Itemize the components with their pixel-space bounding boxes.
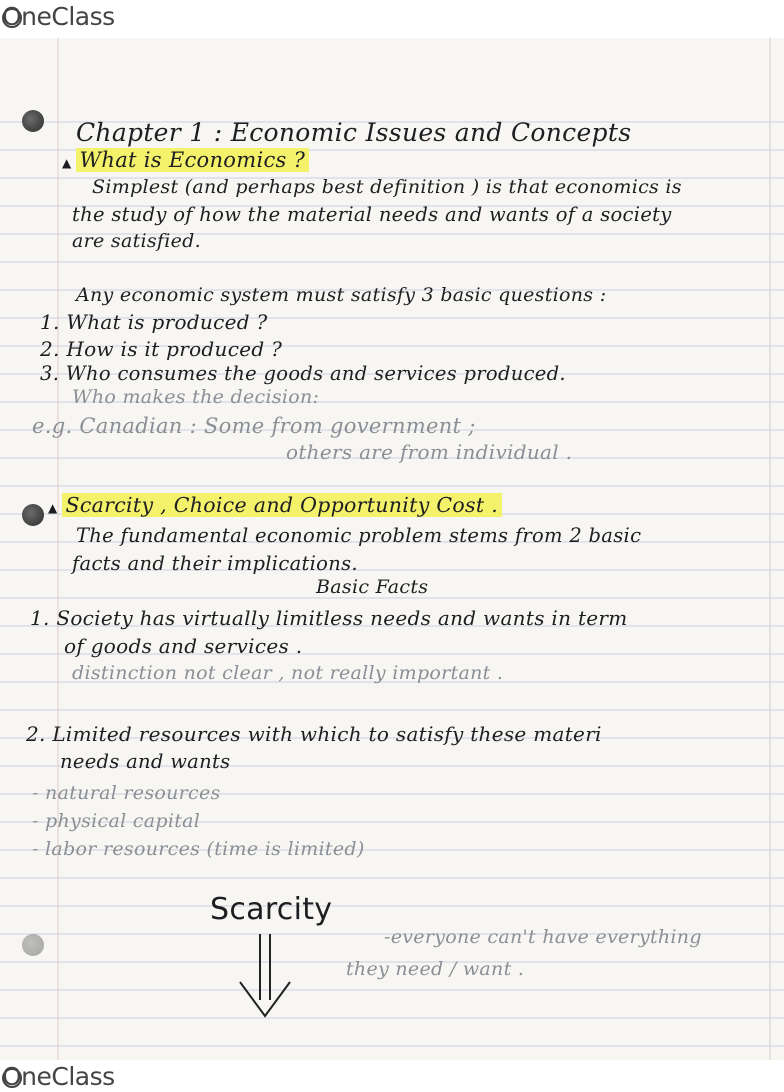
fundamental-line: facts and their implications.	[72, 552, 358, 575]
oneclass-logo-top	[2, 2, 115, 31]
example-line: e.g. Canadian : Some from government ;	[32, 414, 476, 438]
triangle-bullet-icon: ▲	[62, 156, 72, 170]
question-item: 3. Who consumes the goods and services produced.	[40, 362, 566, 385]
scarcity-label: Scarcity	[210, 892, 333, 927]
fact-line: needs and wants	[60, 750, 231, 773]
definition-line: Simplest (and perhaps best definition ) is that economics is	[92, 176, 682, 198]
fact-line: 2. Limited resources with which to satisfy these materi	[26, 722, 602, 746]
question-item: 2. How is it produced ?	[40, 337, 283, 361]
triangle-bullet-icon: ▲	[48, 501, 58, 515]
definition-line: the study of how the material needs and wants of a society	[72, 203, 672, 226]
questions-intro: Any economic system must satisfy 3 basic questions :	[76, 284, 607, 306]
section-heading-economics: ▲ What is Economics ?	[62, 148, 309, 172]
binder-hole	[22, 110, 44, 132]
scarcity-note: they need / want .	[346, 958, 525, 980]
resource-item: - natural resources	[32, 782, 221, 804]
brand-name: OneClass	[2, 2, 115, 31]
decision-note: Who makes the decision:	[72, 386, 320, 408]
fact-line: of goods and services .	[64, 634, 303, 658]
binder-hole	[22, 934, 44, 956]
resource-item: - physical capital	[32, 810, 201, 832]
section-heading-scarcity: ▲ Scarcity , Choice and Opportunity Cost .	[48, 493, 502, 517]
chapter-title: Chapter 1 : Economic Issues and Concepts	[76, 118, 632, 147]
fact-line: 1. Society has virtually limitless needs and wants in term	[30, 606, 628, 630]
fundamental-line: The fundamental economic problem stems from 2 basic	[76, 524, 642, 547]
example-line: others are from individual .	[286, 440, 573, 464]
scarcity-note: -everyone can't have everything	[384, 926, 702, 948]
basic-facts-label: Basic Facts	[316, 576, 429, 598]
oneclass-logo-bottom	[2, 1062, 115, 1091]
binder-hole	[22, 504, 44, 526]
resource-item: - labor resources (time is limited)	[32, 838, 365, 860]
definition-line: are satisfied.	[72, 230, 201, 252]
fact-note: distinction not clear , not really important .	[72, 662, 504, 684]
question-item: 1. What is produced ?	[40, 310, 268, 334]
down-arrow-icon	[236, 930, 296, 1020]
brand-name: OneClass	[2, 1062, 115, 1091]
